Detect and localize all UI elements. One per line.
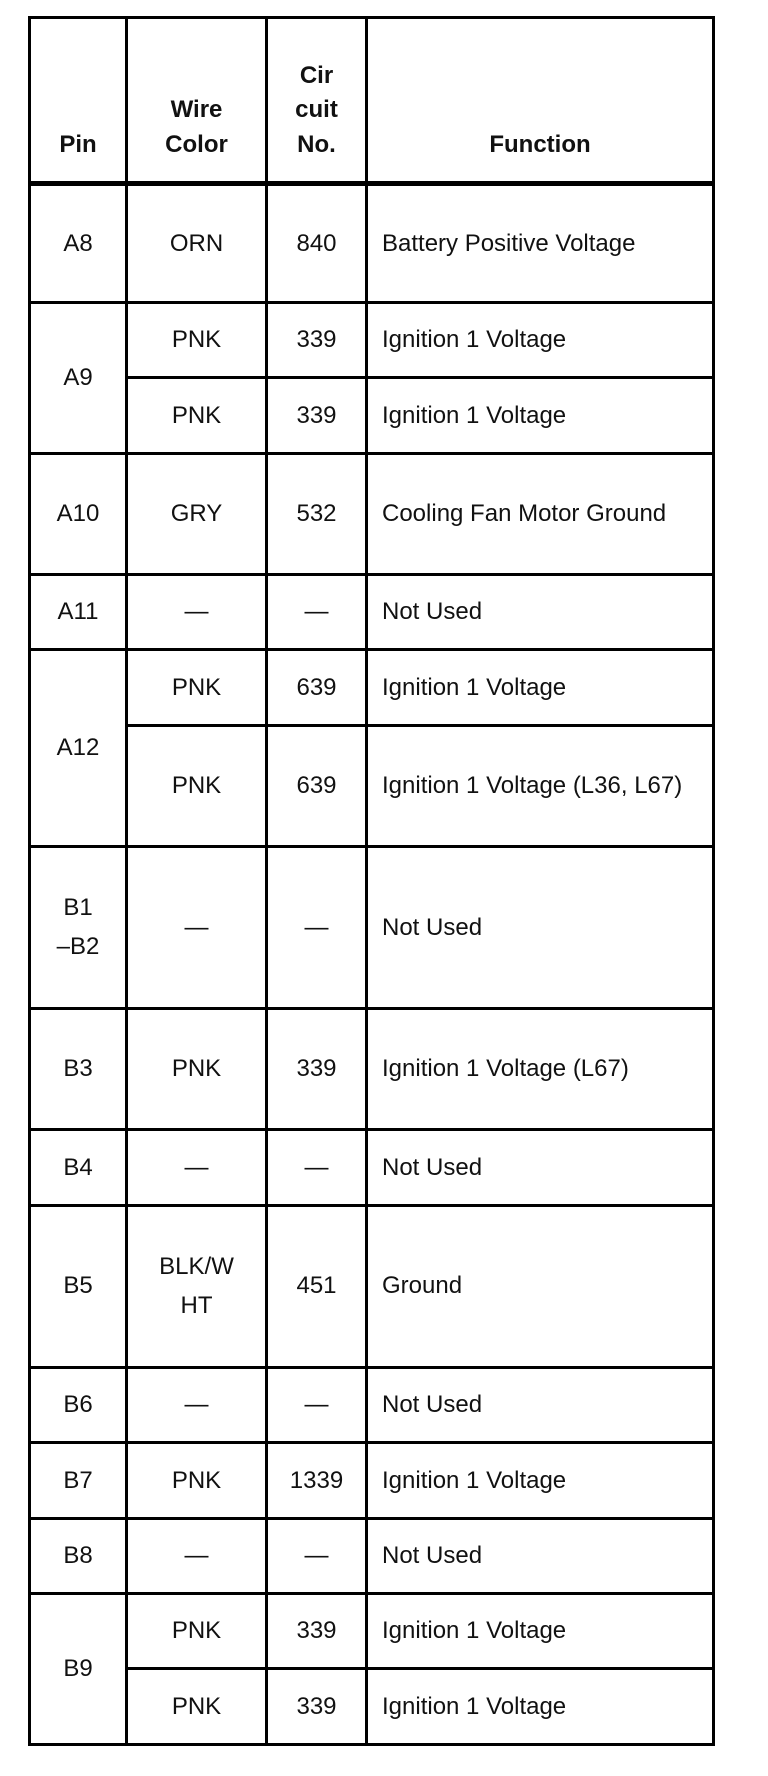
wire-color-cell: PNK bbox=[127, 1594, 267, 1669]
pin-cell: A9 bbox=[30, 302, 127, 453]
wire-color-cell: PNK bbox=[127, 650, 267, 725]
circuit-cell: — bbox=[267, 1130, 367, 1205]
circuit-cell: 532 bbox=[267, 453, 367, 574]
wire-color-cell: PNK bbox=[127, 302, 267, 377]
function-cell: Battery Positive Voltage bbox=[367, 184, 714, 303]
pin-cell: B6 bbox=[30, 1367, 127, 1442]
function-cell: Ignition 1 Voltage bbox=[367, 378, 714, 453]
header-circuit-no: Cir cuit No. bbox=[267, 18, 367, 184]
function-cell: Not Used bbox=[367, 846, 714, 1008]
wire-color-cell: PNK bbox=[127, 1669, 267, 1745]
pin-cell: A10 bbox=[30, 453, 127, 574]
table-row bbox=[30, 1008, 714, 1129]
table-row bbox=[30, 184, 714, 303]
function-cell: Not Used bbox=[367, 574, 714, 649]
table-row bbox=[30, 1443, 714, 1518]
circuit-cell: — bbox=[267, 846, 367, 1008]
function-cell: Ground bbox=[367, 1205, 714, 1367]
circuit-cell: — bbox=[267, 1367, 367, 1442]
wire-color-cell: ORN bbox=[127, 184, 267, 303]
pin-cell: B7 bbox=[30, 1443, 127, 1518]
function-cell: Ignition 1 Voltage (L67) bbox=[367, 1008, 714, 1129]
wire-color-cell: PNK bbox=[127, 1443, 267, 1518]
function-cell: Ignition 1 Voltage bbox=[367, 650, 714, 725]
circuit-cell: 339 bbox=[267, 1669, 367, 1745]
function-cell: Cooling Fan Motor Ground bbox=[367, 453, 714, 574]
function-cell: Ignition 1 Voltage bbox=[367, 1594, 714, 1669]
wire-color-cell: — bbox=[127, 1518, 267, 1593]
pin-cell: B8 bbox=[30, 1518, 127, 1593]
table-row bbox=[30, 574, 714, 649]
circuit-cell: 639 bbox=[267, 725, 367, 846]
table-row bbox=[30, 650, 714, 725]
wire-color-cell: — bbox=[127, 574, 267, 649]
wire-color-cell: — bbox=[127, 846, 267, 1008]
pin-cell: A11 bbox=[30, 574, 127, 649]
circuit-cell: 339 bbox=[267, 302, 367, 377]
pin-cell: B3 bbox=[30, 1008, 127, 1129]
table-row bbox=[30, 378, 714, 453]
circuit-cell: — bbox=[267, 574, 367, 649]
pin-cell: A8 bbox=[30, 184, 127, 303]
wire-color-cell: BLK/W HT bbox=[127, 1205, 267, 1367]
circuit-cell: 639 bbox=[267, 650, 367, 725]
function-cell: Not Used bbox=[367, 1518, 714, 1593]
function-cell: Ignition 1 Voltage (L36, L67) bbox=[367, 725, 714, 846]
table-row bbox=[30, 1518, 714, 1593]
header-pin: Pin bbox=[30, 18, 127, 184]
circuit-cell: 339 bbox=[267, 1594, 367, 1669]
header-wire-color: Wire Color bbox=[127, 18, 267, 184]
wire-color-cell: GRY bbox=[127, 453, 267, 574]
wire-color-cell: PNK bbox=[127, 1008, 267, 1129]
circuit-cell: 451 bbox=[267, 1205, 367, 1367]
circuit-cell: — bbox=[267, 1518, 367, 1593]
wire-color-cell: PNK bbox=[127, 378, 267, 453]
table-row bbox=[30, 453, 714, 574]
wire-color-cell: — bbox=[127, 1130, 267, 1205]
table-row bbox=[30, 725, 714, 846]
wire-color-cell: PNK bbox=[127, 725, 267, 846]
circuit-cell: 339 bbox=[267, 1008, 367, 1129]
table-row bbox=[30, 1205, 714, 1367]
pin-cell: A12 bbox=[30, 650, 127, 847]
pin-cell: B1 –B2 bbox=[30, 846, 127, 1008]
table-row bbox=[30, 1669, 714, 1745]
function-cell: Not Used bbox=[367, 1367, 714, 1442]
function-cell: Ignition 1 Voltage bbox=[367, 1443, 714, 1518]
table-row bbox=[30, 1594, 714, 1669]
table-row bbox=[30, 846, 714, 1008]
table-row bbox=[30, 1130, 714, 1205]
function-cell: Ignition 1 Voltage bbox=[367, 1669, 714, 1745]
circuit-cell: 339 bbox=[267, 378, 367, 453]
pin-cell: B9 bbox=[30, 1594, 127, 1745]
header-function: Function bbox=[367, 18, 714, 184]
connector-pinout-sheet bbox=[28, 16, 712, 1746]
circuit-cell: 1339 bbox=[267, 1443, 367, 1518]
table-row bbox=[30, 1367, 714, 1442]
pinout-table bbox=[28, 16, 715, 1746]
header-row bbox=[30, 18, 714, 184]
circuit-cell: 840 bbox=[267, 184, 367, 303]
pin-cell: B5 bbox=[30, 1205, 127, 1367]
function-cell: Ignition 1 Voltage bbox=[367, 302, 714, 377]
wire-color-cell: — bbox=[127, 1367, 267, 1442]
function-cell: Not Used bbox=[367, 1130, 714, 1205]
pin-cell: B4 bbox=[30, 1130, 127, 1205]
table-row bbox=[30, 302, 714, 377]
